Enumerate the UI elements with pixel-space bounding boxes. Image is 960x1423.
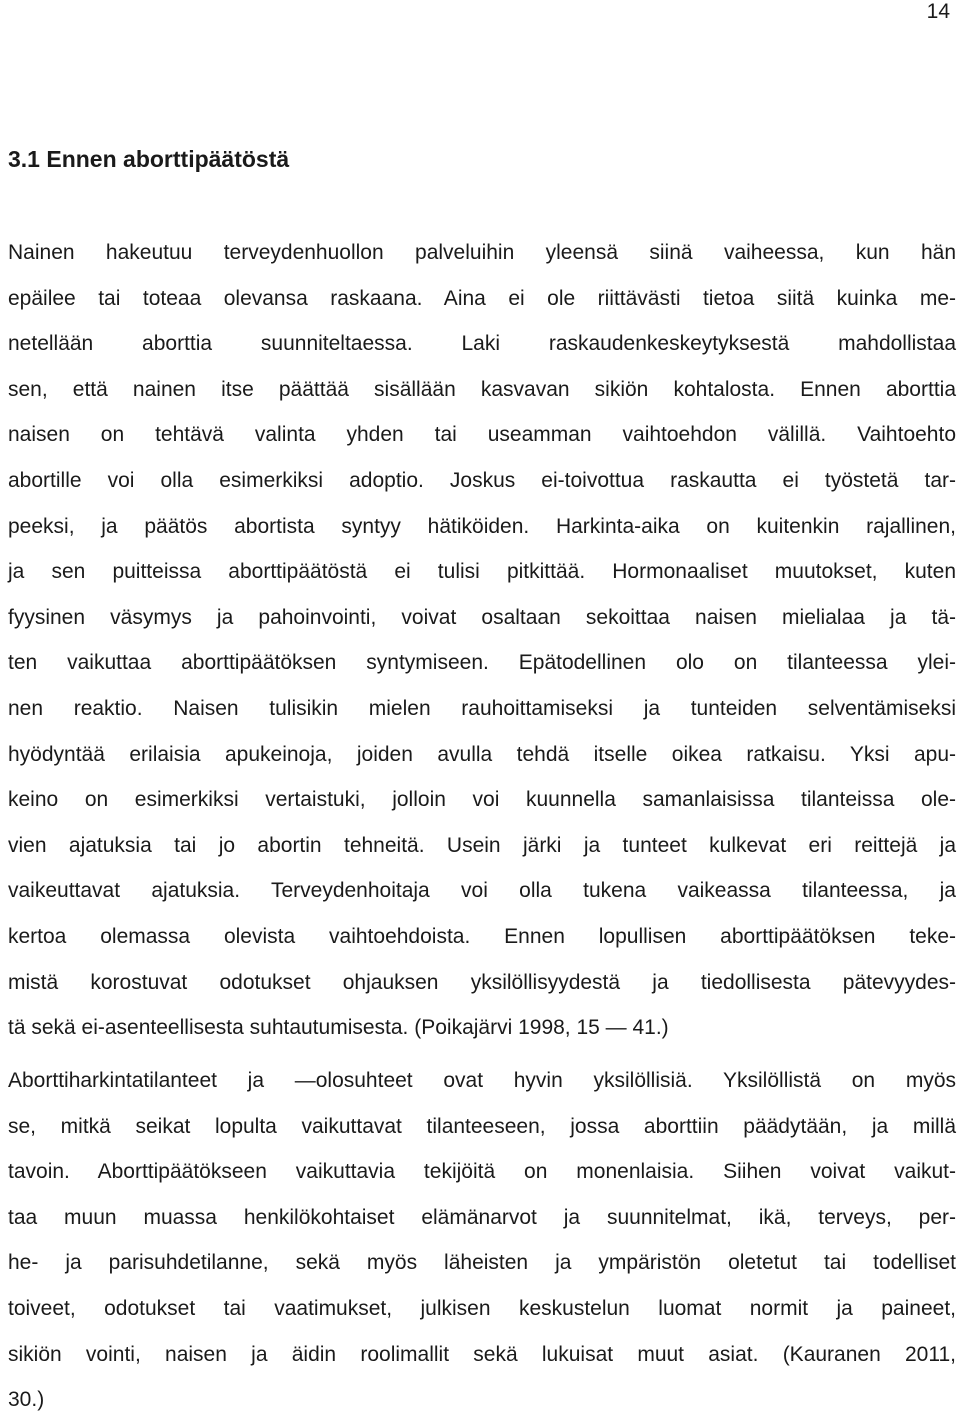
text-line: epäilee tai toteaa olevansa raskaana. Aina ei ole riittävästi tietoa siitä kuinka me- — [8, 286, 956, 310]
text-line: keino on esimerkiksi vertaistuki, jolloin voi kuunnella samanlaisissa tilanteissa ole- — [8, 788, 956, 812]
text-line: mistä korostuvat odotukset ohjauksen yksilöllisyydestä ja tiedollisesta pätevyydes- — [8, 970, 956, 994]
text-line: ten vaikuttaa aborttipäätöksen syntymiseen. Epätodellinen olo on tilanteessa ylei- — [8, 651, 956, 675]
text-line: se, mitkä seikat lopulta vaikuttavat tilanteeseen, jossa aborttiin päädytään, ja millä — [8, 1114, 956, 1138]
text-line: kertoa olemassa olevista vaihtoehdoista. Ennen lopullisen aborttipäätöksen teke- — [8, 924, 956, 948]
text-line: sen, että nainen itse päättää sisällään kasvavan sikiön kohtalosta. Ennen aborttia — [8, 377, 956, 401]
text-line: toiveet, odotukset tai vaatimukset, julkisen keskustelun luomat normit ja paineet, — [8, 1296, 956, 1320]
paragraph — [8, 230, 956, 1051]
text-line: peeksi, ja päätös abortista syntyy hätiköiden. Harkinta-aika on kuitenkin rajallinen, — [8, 514, 956, 538]
text-line: sikiön vointi, naisen ja äidin roolimallit sekä lukuisat muut asiat. (Kauranen 2011, — [8, 1342, 956, 1366]
text-line: fyysinen väsymys ja pahoinvointi, voivat osaltaan sekoittaa naisen mielialaa ja tä- — [8, 605, 956, 629]
text-line: vaikeuttavat ajatuksia. Terveydenhoitaja voi olla tukena vaikeassa tilanteessa, ja — [8, 879, 956, 903]
text-line: he- ja parisuhdetilanne, sekä myös läheisten ja ympäristön oletetut tai todelliset — [8, 1251, 956, 1275]
text-line: ja sen puitteissa aborttipäätöstä ei tulisi pitkittää. Hormonaaliset muutokset, kuten — [8, 560, 956, 584]
section-heading: 3.1 Ennen aborttipäätöstä — [8, 146, 290, 172]
text-line: naisen on tehtävä valinta yhden tai useamman vaihtoehdon välillä. Vaihtoehto — [8, 423, 956, 447]
paragraph — [8, 1058, 956, 1423]
text-line: netellään aborttia suunniteltaessa. Laki raskaudenkeskeytyksestä mahdollistaa — [8, 332, 956, 356]
text-line: Aborttiharkintatilanteet ja —olosuhteet ovat hyvin yksilöllisiä. Yksilöllistä on myös — [8, 1069, 956, 1092]
text-line: vien ajatuksia tai jo abortin tehneitä. Usein järki ja tunteet kulkevat eri reittejä ja — [8, 833, 956, 857]
text-line: Nainen hakeutuu terveydenhuollon palveluihin yleensä siinä vaiheessa, kun hän — [8, 241, 956, 264]
text-line: taa muun muassa henkilökohtaiset elämänarvot ja suunnitelmat, ikä, terveys, per- — [8, 1205, 956, 1229]
text-line: hyödyntää erilaisia apukeinoja, joiden avulla tehdä itselle oikea ratkaisu. Yksi apu- — [8, 742, 956, 766]
text-line: nen reaktio. Naisen tulisikin mielen rauhoittamiseksi ja tunteiden selventämiseksi — [8, 696, 956, 720]
text-line: 30.) — [8, 1388, 45, 1412]
page-number: 14 — [926, 0, 950, 23]
text-line: abortille voi olla esimerkiksi adoptio. Joskus ei-toivottua raskautta ei työstetä tar- — [8, 468, 956, 492]
text-line: tavoin. Aborttipäätökseen vaikuttavia tekijöitä on monenlaisia. Siihen voivat vaikut- — [8, 1160, 956, 1184]
text-line: tä sekä ei-asenteellisesta suhtautumisesta. (Poikajärvi 1998, 15 — 41.) — [8, 1016, 669, 1040]
